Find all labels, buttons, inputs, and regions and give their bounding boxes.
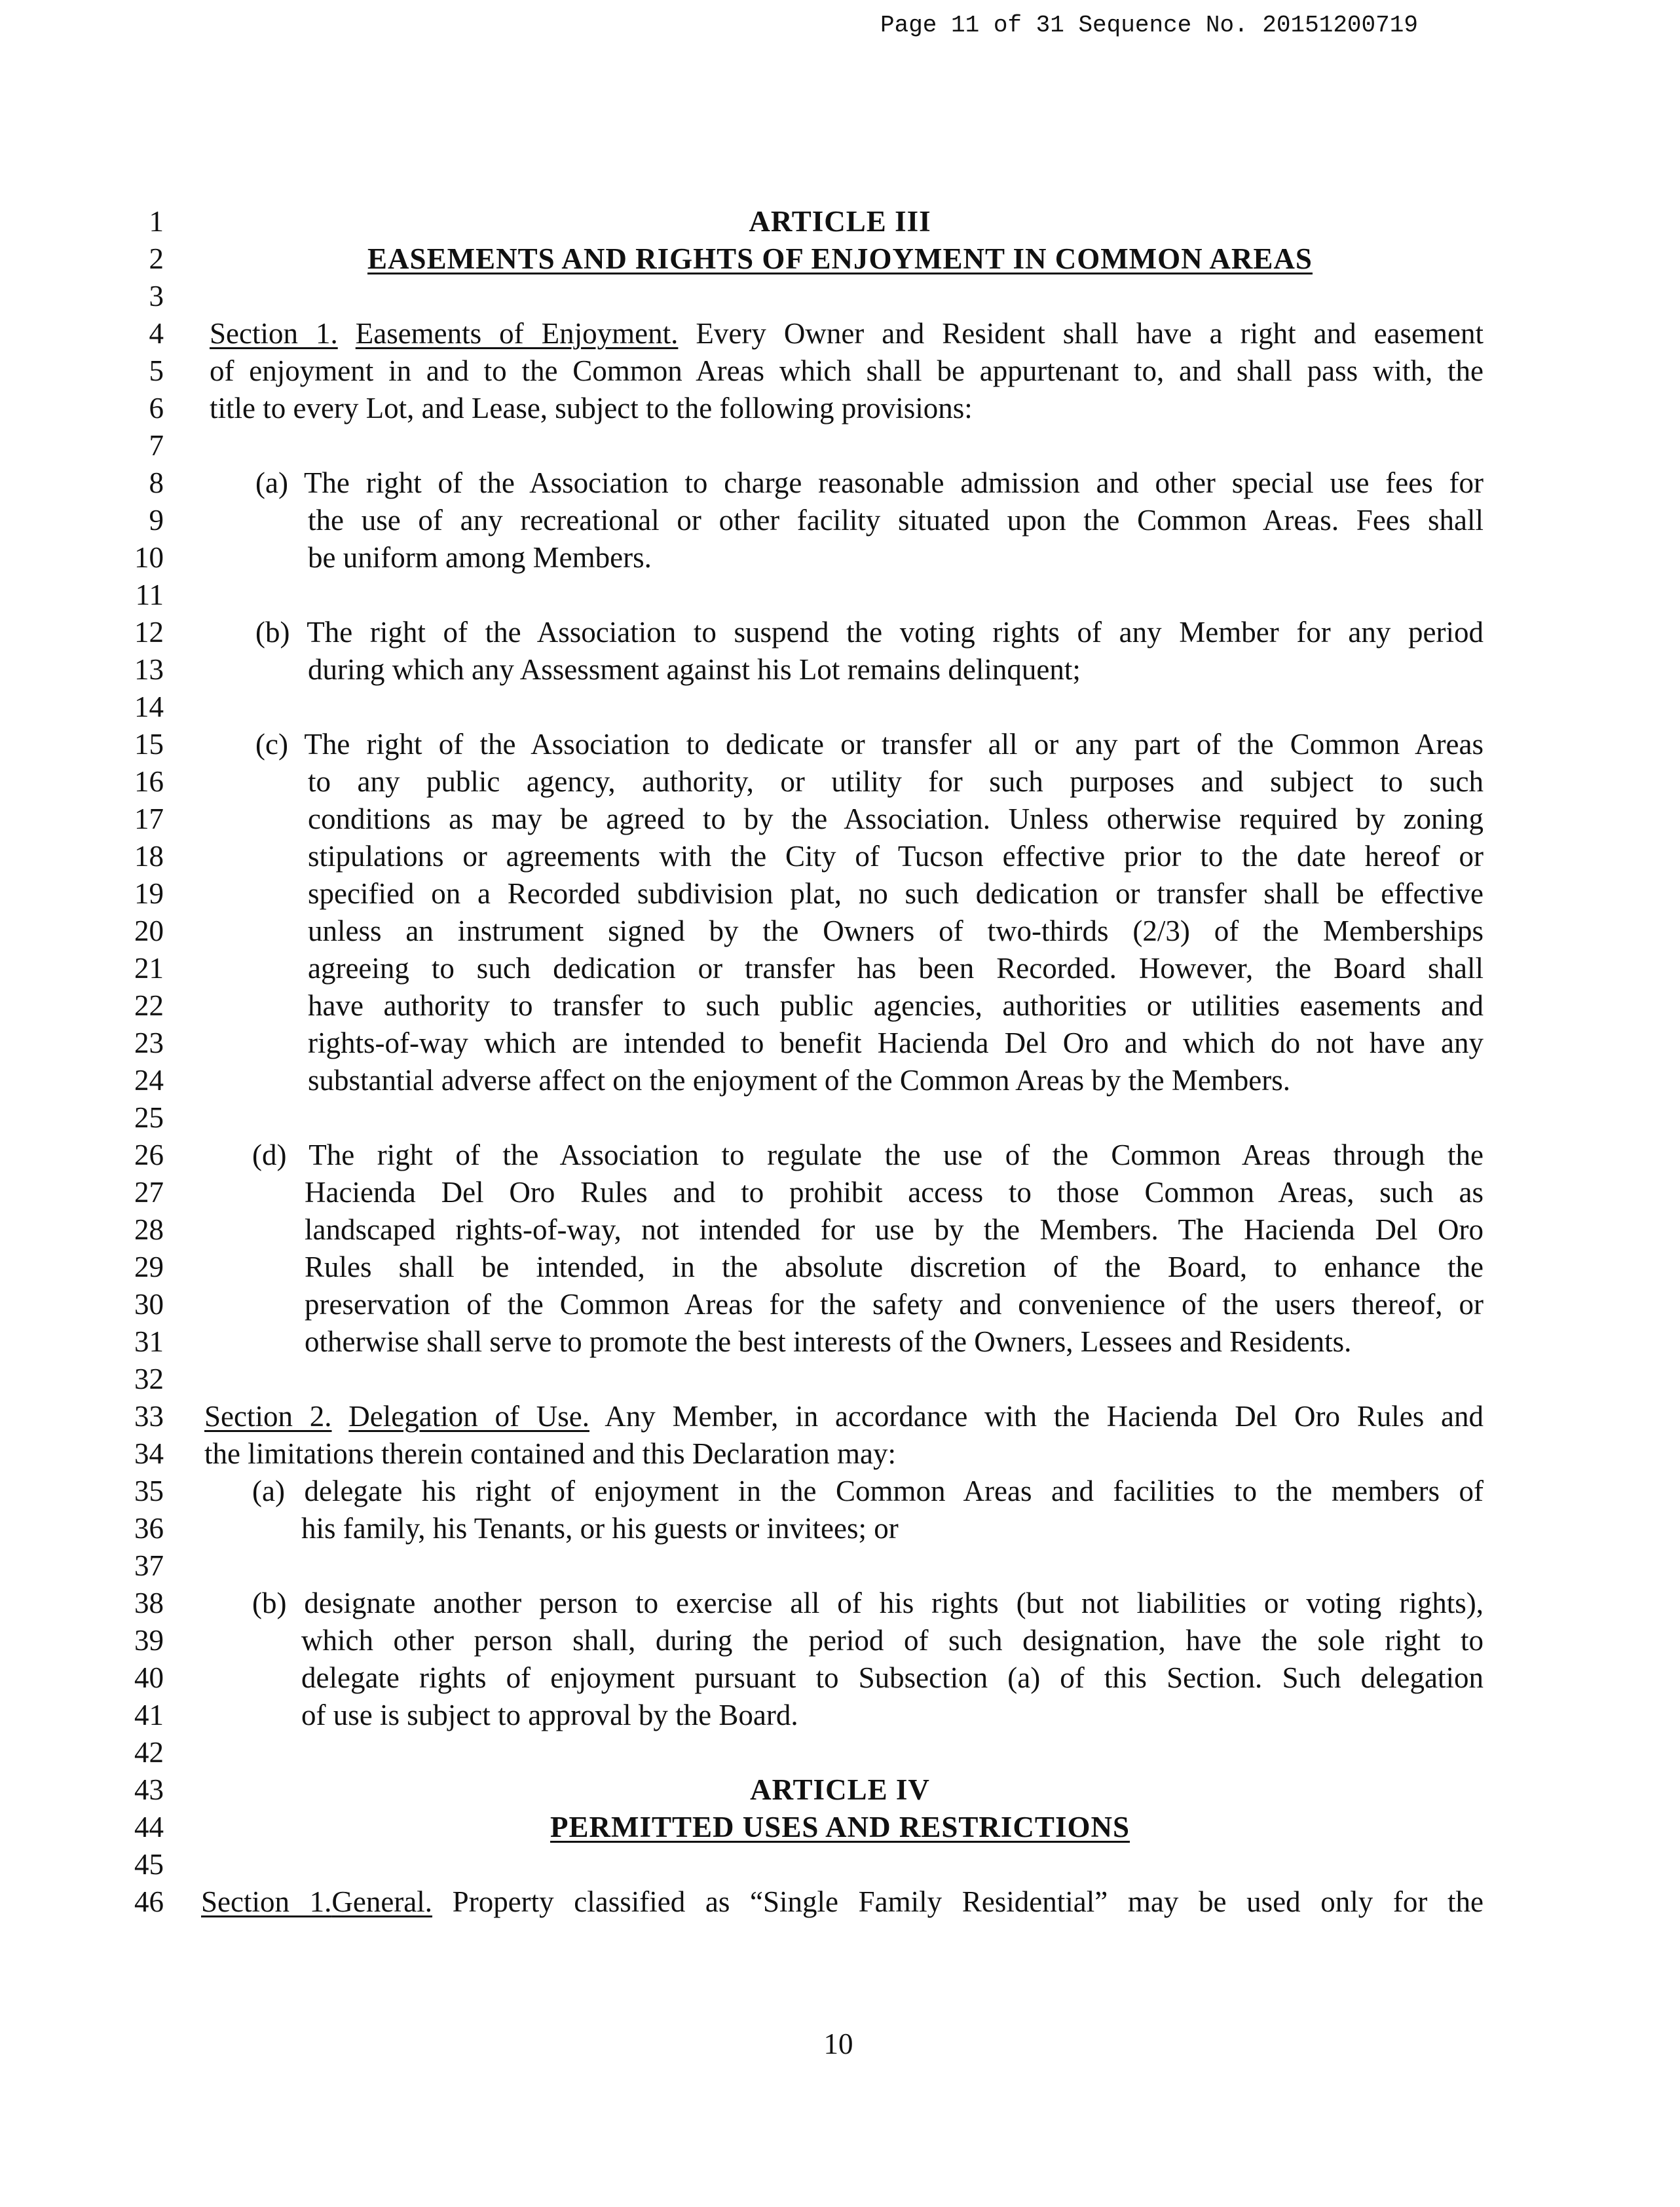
line-number: 46 — [134, 1885, 164, 1918]
section-2-line-1 — [204, 1398, 1484, 1435]
sec2-b-line-1: (b) designate another person to exercise all of his rights (but not liabilities or voting rights), — [252, 1587, 1484, 1619]
section-1-line-1 — [210, 315, 1484, 352]
item-d-line-3: landscaped rights-of-way, not intended for use by the Members. The Hacienda Del Oro — [305, 1213, 1484, 1246]
sec2-a-line-2: his family, his Tenants, or his guests or invitees; or — [301, 1512, 899, 1545]
line-number: 37 — [134, 1549, 164, 1582]
item-c-line-5: specified on a Recorded subdivision plat, no such dedication or transfer shall be effective — [308, 877, 1484, 910]
item-d-line-6: otherwise shall serve to promote the best interests of the Owners, Lessees and Residents. — [305, 1325, 1352, 1358]
item-c-line-4: stipulations or agreements with the City of Tucson effective prior to the date hereof or — [308, 840, 1484, 873]
item-b-line-1: (b) The right of the Association to suspend the voting rights of any Member for any period — [255, 616, 1484, 649]
item-c-line-2: to any public agency, authority, or utility for such purposes and subject to such — [308, 765, 1484, 798]
section-1-number: Section 1. — [210, 317, 338, 350]
line-number: 8 — [149, 466, 164, 499]
line-number: 41 — [134, 1699, 164, 1731]
line-number: 38 — [134, 1587, 164, 1619]
section-1-heading: Easements of Enjoyment. — [355, 317, 679, 350]
line-number: 2 — [149, 242, 164, 275]
sec2-b-line-2: which other person shall, during the period of such designation, have the sole right to — [301, 1624, 1484, 1657]
line-number: 31 — [134, 1325, 164, 1358]
line-number: 34 — [134, 1437, 164, 1470]
item-a-line-2: the use of any recreational or other facility situated upon the Common Areas. Fees shall — [308, 504, 1484, 537]
item-c-line-1: (c) The right of the Association to dedicate or transfer all or any part of the Common Areas — [255, 728, 1484, 761]
line-number: 19 — [134, 877, 164, 910]
section-2-line-1-text: Any Member, in accordance with the Hacienda Del Oro Rules and — [589, 1400, 1484, 1433]
article-iv-subtitle-text: PERMITTED USES AND RESTRICTIONS — [550, 1811, 1130, 1843]
section-2-heading: Delegation of Use. — [348, 1400, 589, 1433]
page-sequence-stamp: Page 11 of 31 Sequence No. 20151200719 — [880, 12, 1418, 39]
sec2-b-line-3: delegate rights of enjoyment pursuant to Subsection (a) of this Section. Such delegation — [301, 1661, 1484, 1694]
line-number: 29 — [134, 1251, 164, 1283]
article-iv-section-1-number: Section 1. — [201, 1885, 332, 1918]
section-1-line-3: title to every Lot, and Lease, subject to the following provisions: — [210, 392, 973, 424]
line-number: 11 — [135, 578, 164, 611]
line-number: 20 — [134, 915, 164, 947]
item-d-line-1: (d) The right of the Association to regulate the use of the Common Areas through the — [252, 1139, 1484, 1171]
line-number: 9 — [149, 504, 164, 537]
item-c-line-8: have authority to transfer to such public agencies, authorities or utilities easements and — [308, 989, 1484, 1022]
line-number: 23 — [134, 1027, 164, 1059]
line-number: 43 — [134, 1773, 164, 1806]
item-c-line-6: unless an instrument signed by the Owners of two-thirds (2/3) of the Memberships — [308, 915, 1484, 947]
line-number: 36 — [134, 1512, 164, 1545]
line-number: 4 — [149, 317, 164, 350]
line-number: 16 — [134, 765, 164, 798]
section-2-number: Section 2. — [204, 1400, 332, 1433]
line-number: 33 — [134, 1400, 164, 1433]
line-number: 18 — [134, 840, 164, 873]
section-1-line-2: of enjoyment in and to the Common Areas which shall be appurtenant to, and shall pass with, the — [210, 354, 1484, 387]
line-number: 15 — [134, 728, 164, 761]
item-d-line-4: Rules shall be intended, in the absolute discretion of the Board, to enhance the — [305, 1251, 1484, 1283]
line-number: 24 — [134, 1064, 164, 1097]
article-iv-section-1-line-1 — [201, 1883, 1484, 1920]
line-number: 35 — [134, 1475, 164, 1507]
line-number: 40 — [134, 1661, 164, 1694]
line-number: 10 — [134, 541, 164, 574]
article-iv-section-1-heading: General. — [331, 1885, 433, 1918]
item-a-line-1: (a) The right of the Association to charge reasonable admission and other special use fees for — [255, 466, 1484, 499]
item-c-line-3: conditions as may be agreed to by the Association. Unless otherwise required by zoning — [308, 802, 1484, 835]
line-number: 42 — [134, 1736, 164, 1769]
item-b-line-2: during which any Assessment against his Lot remains delinquent; — [308, 653, 1081, 686]
line-number: 44 — [134, 1811, 164, 1843]
line-number: 5 — [149, 354, 164, 387]
line-number: 7 — [149, 429, 164, 462]
line-number: 21 — [134, 952, 164, 985]
line-number: 30 — [134, 1288, 164, 1321]
line-number: 6 — [149, 392, 164, 424]
article-iii-title: ARTICLE III — [749, 205, 931, 238]
item-c-line-7: agreeing to such dedication or transfer has been Recorded. However, the Board shall — [308, 952, 1484, 985]
page-number: 10 — [823, 2028, 853, 2060]
item-c-line-10: substantial adverse affect on the enjoyment of the Common Areas by the Members. — [308, 1064, 1291, 1097]
article-iii-subtitle — [196, 240, 1484, 277]
article-iv-subtitle — [196, 1809, 1484, 1845]
line-number: 17 — [134, 802, 164, 835]
line-number: 28 — [134, 1213, 164, 1246]
line-number: 32 — [134, 1363, 164, 1395]
line-number: 26 — [134, 1139, 164, 1171]
line-number: 12 — [134, 616, 164, 649]
line-number: 13 — [134, 653, 164, 686]
line-number: 3 — [149, 280, 164, 312]
article-iv-section-1-line-1-text: Property classified as “Single Family Residential” may be used only for the — [432, 1885, 1484, 1918]
item-a-line-3: be uniform among Members. — [308, 541, 652, 574]
article-iii-subtitle-text: EASEMENTS AND RIGHTS OF ENJOYMENT IN COMMON AREAS — [367, 242, 1313, 275]
line-number: 25 — [134, 1101, 164, 1134]
line-number: 22 — [134, 989, 164, 1022]
line-number: 39 — [134, 1624, 164, 1657]
article-iv-title: ARTICLE IV — [750, 1773, 930, 1806]
sec2-b-line-4: of use is subject to approval by the Board. — [301, 1699, 798, 1731]
item-c-line-9: rights-of-way which are intended to benefit Hacienda Del Oro and which do not have any — [308, 1027, 1484, 1059]
line-number: 27 — [134, 1176, 164, 1209]
item-d-line-5: preservation of the Common Areas for the safety and convenience of the users thereof, or — [305, 1288, 1484, 1321]
line-number: 1 — [149, 205, 164, 238]
line-number: 14 — [134, 690, 164, 723]
sec2-a-line-1: (a) delegate his right of enjoyment in the Common Areas and facilities to the members of — [252, 1475, 1484, 1507]
section-1-line-1-text: Every Owner and Resident shall have a right and easement — [678, 317, 1484, 350]
item-d-line-2: Hacienda Del Oro Rules and to prohibit access to those Common Areas, such as — [305, 1176, 1484, 1209]
section-2-line-2: the limitations therein contained and this Declaration may: — [204, 1437, 896, 1470]
line-number: 45 — [134, 1848, 164, 1881]
